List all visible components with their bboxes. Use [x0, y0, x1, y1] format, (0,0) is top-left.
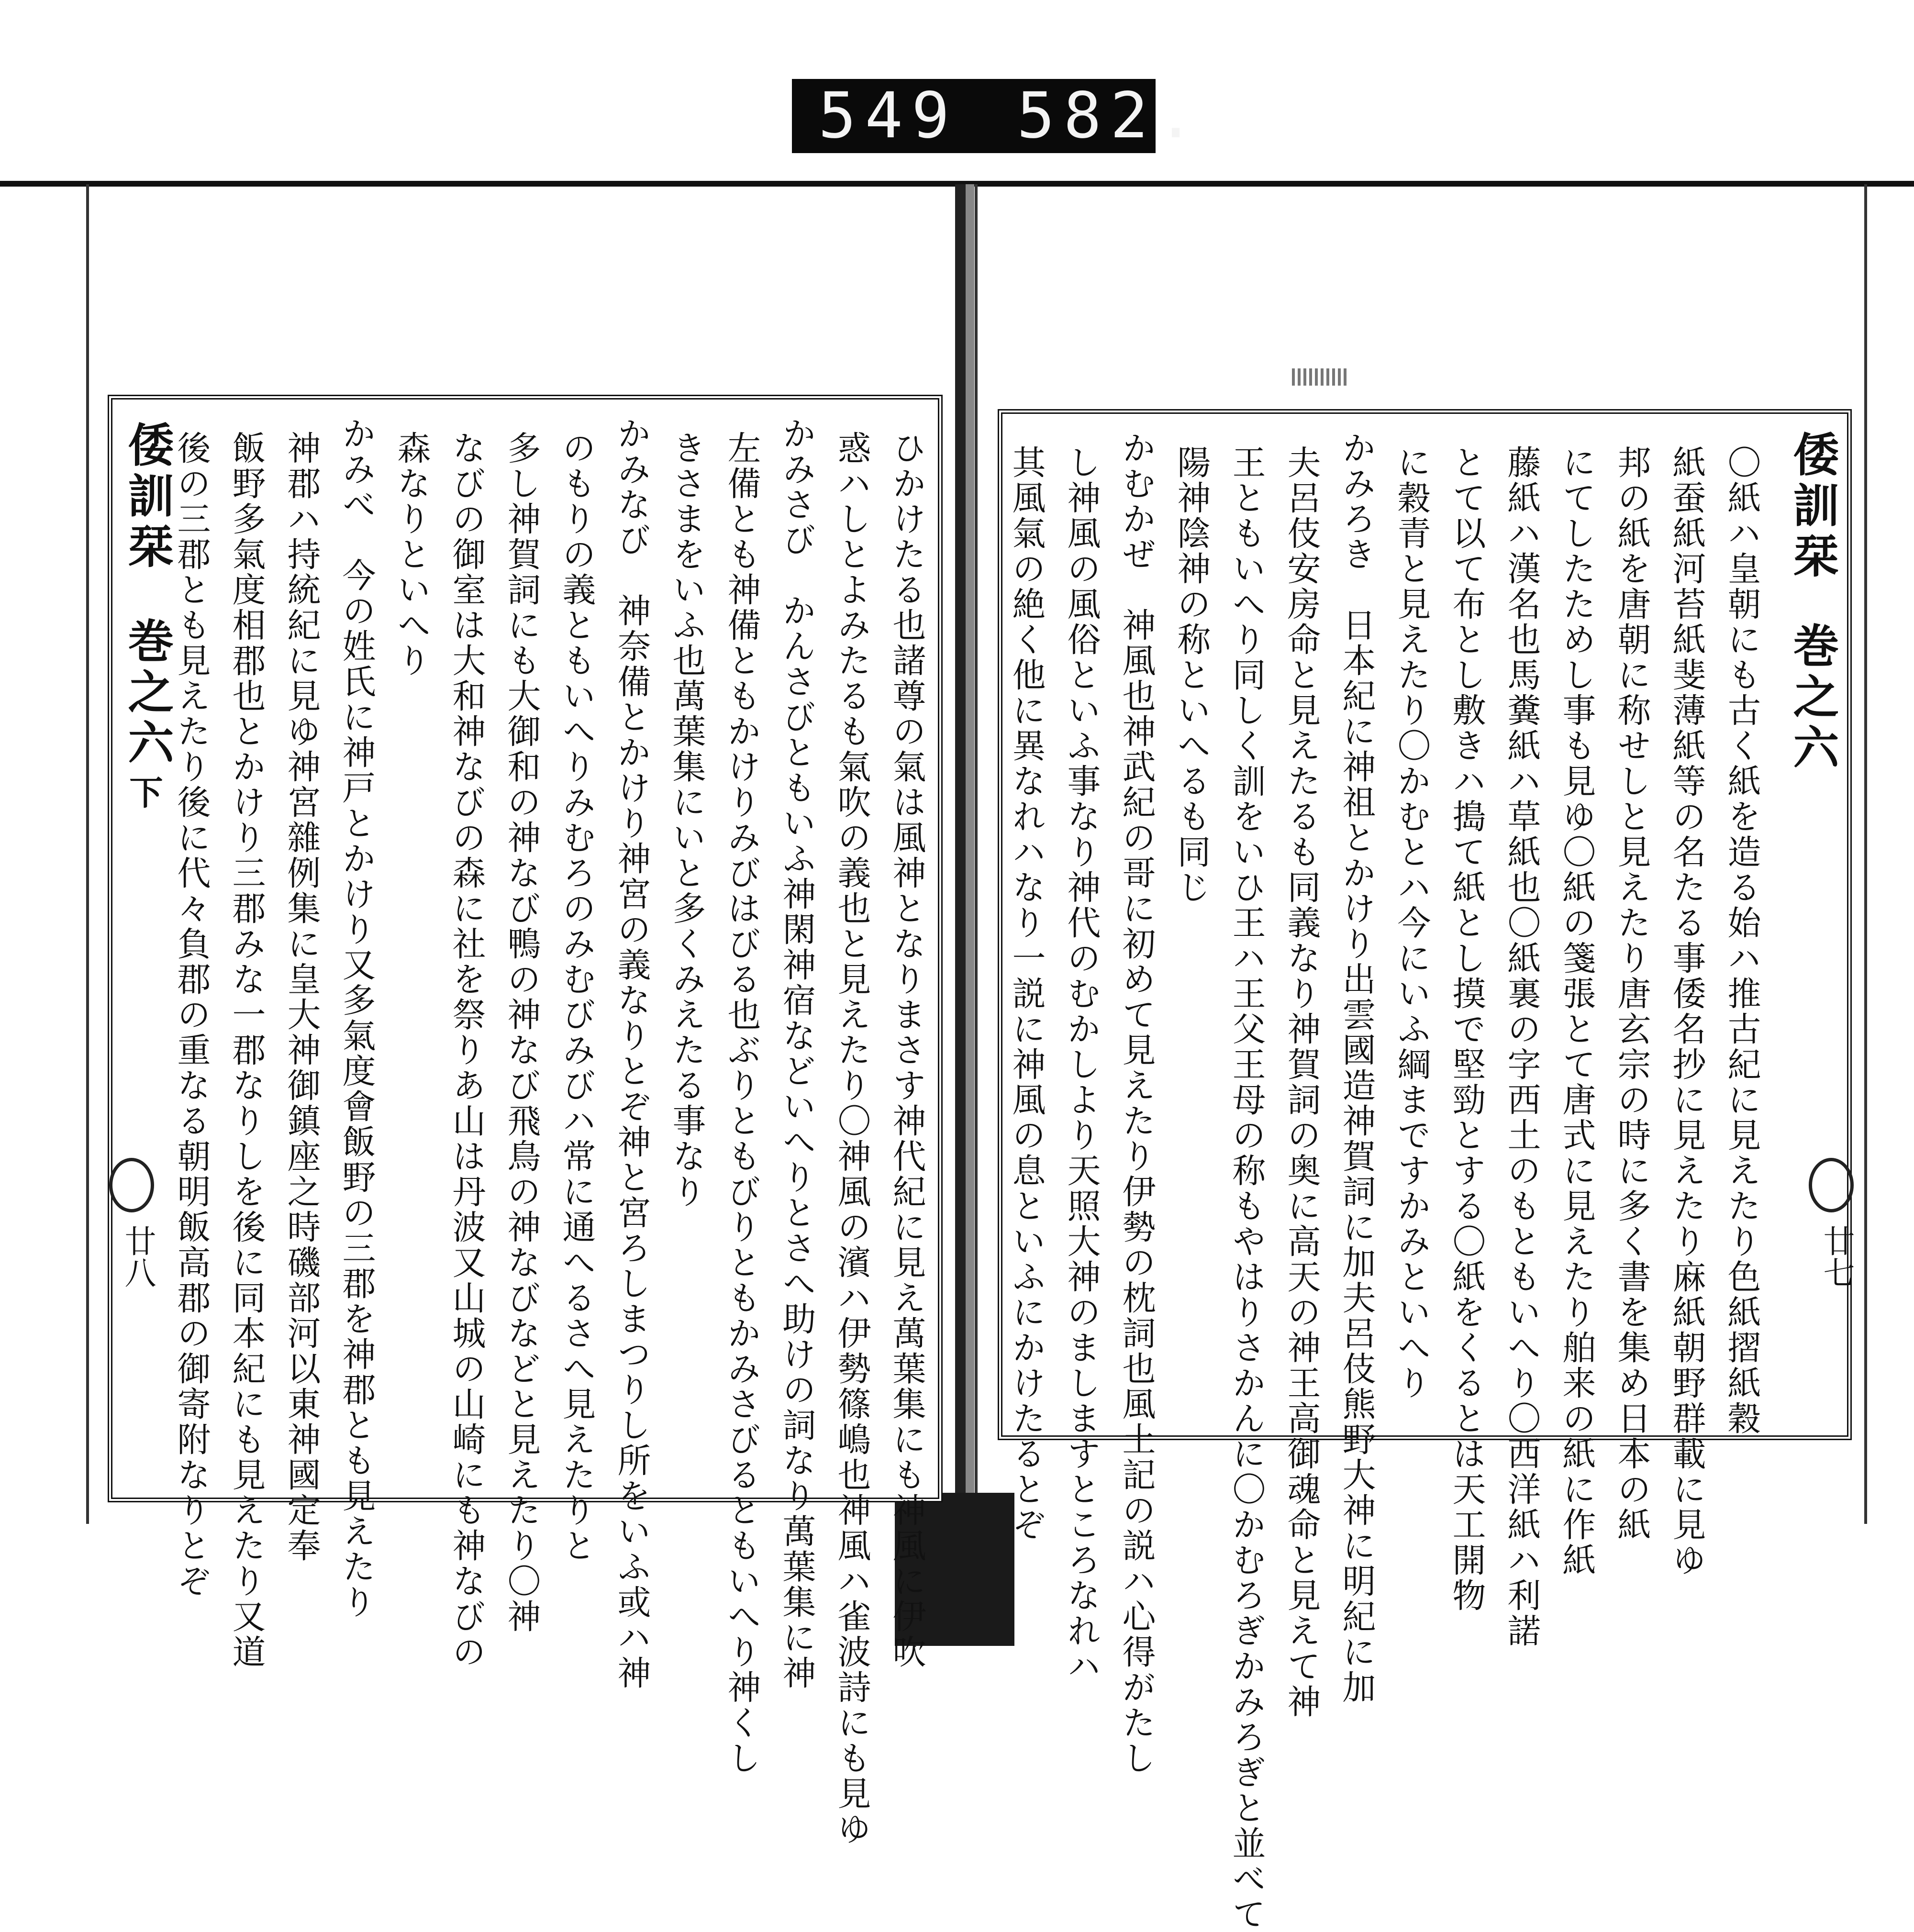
right-column-2: 紙蚕紙河苔紙斐薄紙等の名たる事倭名抄に見えたり麻紙朝野群載に見ゆ: [1667, 445, 1706, 1578]
right-folio-number: 廿七: [1818, 1225, 1855, 1288]
right-column-14: 其風氣の絶く他に異なれハなり一説に神風の息といふにかけたるとぞ: [1007, 445, 1046, 1543]
left-column-12: 神郡ハ持統紀に見ゆ神宮雜例集に皇大神御鎮座之時磯部河以東神國定奉: [282, 431, 321, 1564]
right-book-title: 倭訓栞: [1786, 431, 1840, 583]
right-column-11: 陽神陰神の称といへるも同じ: [1172, 445, 1211, 905]
left-column-9: なびの御室は大和神なびの森に社を祭りあ山は丹波又山城の山崎にも神なびの: [447, 431, 486, 1670]
right-column-7: に穀青と見えたり〇かむとハ今にいふ綱まですかみといへり: [1392, 445, 1431, 1401]
right-column-12: かむかぜ 神風也神武紀の哥に初めて見えたり伊勢の枕詞也風土記の説ハ心得がたし: [1117, 431, 1156, 1776]
left-book-title: 倭訓栞: [121, 421, 175, 573]
book-spine: [955, 184, 966, 1543]
right-column-9: 夫呂伎安房命と見えたるも同義なり神賀詞の奥に高天の神王高御魂命と見えて神: [1282, 445, 1321, 1720]
book-spine-shadow: [966, 184, 974, 1543]
left-volume-label: 巻之六: [121, 617, 175, 769]
archive-number-label: [792, 79, 1203, 153]
ink-smudge: [1292, 368, 1349, 386]
left-folio-number: 廿八: [119, 1225, 156, 1288]
archive-number-left: 549: [818, 79, 958, 153]
left-column-11: かみべ 今の姓氏に神戸とかけり又多氣度會飯野の三郡を神郡とも見えたり: [337, 416, 376, 1620]
right-folio-circle: [1809, 1158, 1854, 1212]
archive-number-right: 582.: [1017, 79, 1203, 153]
left-column-1: ひかけたる也諸尊の氣は風神となりまさす神代紀に見え萬葉集にも神風に伊吹: [887, 431, 926, 1670]
left-column-4: 左備とも神備ともかけりみびはびる也ぶりともびりともかみさびるともいへり神くし: [722, 431, 761, 1776]
left-column-14: 後の三郡とも見えたり後に代々負郡の重なる朝明飯高郡の御寄附なりとぞ: [172, 431, 211, 1599]
left-part-label: 下: [124, 775, 164, 813]
left-column-8: 多し神賀詞にも大御和の神なび鴨の神なび飛鳥の神なびなどと見えたり〇神: [502, 431, 541, 1634]
left-column-10: 森なりといへり: [392, 431, 431, 678]
right-column-6: とて以て布とし敷きハ搗て紙とし摸で堅勁とする〇紙をくるとは天工開物: [1447, 445, 1486, 1613]
left-column-6: かみなび 神奈備とかけり神宮の義なりとぞ神と宮ろしまつりし所をいふ或ハ神: [612, 416, 651, 1691]
left-column-2: 惑ハしとよみたるも氣吹の義也と見えたり〇神風の濱ハ伊勢篠嶋也神風ハ雀波詩にも見ゆ: [832, 431, 871, 1847]
right-column-10: 王ともいへり同しく訓をいひ王ハ王父王母の称もやはりさかんに〇かむろぎかみろぎと並べて: [1227, 445, 1266, 1932]
left-folio-circle: [109, 1158, 154, 1212]
right-column-13: し神風の風俗といふ事なり神代のむかしより天照大神のましますところなれハ: [1062, 445, 1101, 1684]
right-volume-label: 巻之六: [1786, 622, 1840, 774]
right-column-5: 藤紙ハ漢名也馬糞紙ハ草紙也〇紙裏の字西土のもともいへり〇西洋紙ハ利諾: [1502, 445, 1541, 1649]
right-column-3: 邦の紙を唐朝に称せしと見えたり唐玄宗の時に多く書を集め日本の紙: [1612, 445, 1651, 1543]
left-column-13: 飯野多氣度相郡也とかけり三郡みな一郡なりしを後に同本紀にも見えたり又道: [227, 431, 266, 1670]
right-column-1: 〇紙ハ皇朝にも古く紙を造る始ハ推古紀に見えたり色紙摺紙穀: [1722, 445, 1761, 1436]
left-column-7: のもりの義ともいへりみむろのみむびみびハ常に通へるさへ見えたりと: [557, 431, 596, 1564]
right-column-4: にてしたためし事も見ゆ〇紙の箋張とて唐式に見えたり舶来の紙に作紙: [1557, 445, 1596, 1578]
right-column-8: かみろき 日本紀に神祖とかけり出雲國造神賀詞に加夫呂伎熊野大神に明紀に加: [1337, 431, 1376, 1705]
left-column-5: きさまをいふ也萬葉集にいと多くみえたる事なり: [667, 431, 706, 1210]
left-column-3: かみさび かんさびともいふ神閑神宿などいへりとさへ助けの詞なり萬葉集に神: [777, 416, 816, 1691]
